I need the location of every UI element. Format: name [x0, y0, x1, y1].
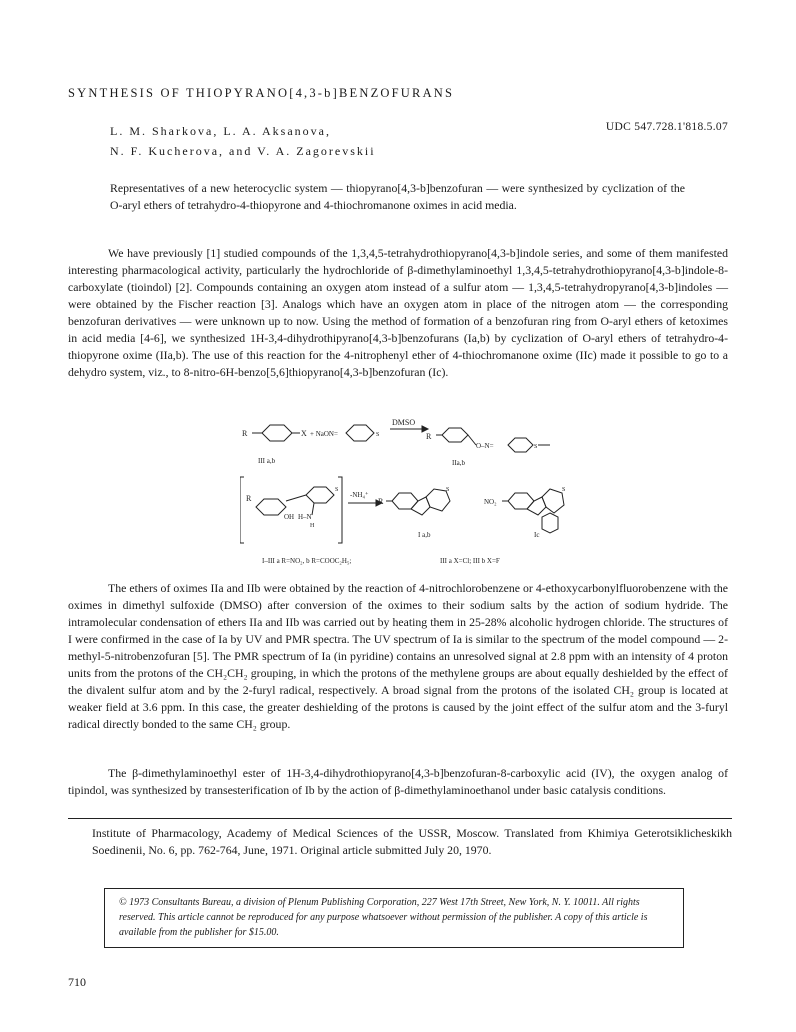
bond-line [468, 435, 476, 445]
compound-label-i: I a,b [418, 531, 431, 539]
compound-label-iii: III a,b [258, 457, 276, 465]
scheme-caption-halides: III a X=Cl; III b X=F [440, 557, 500, 565]
bond-line [286, 495, 306, 501]
substituent-r: R [246, 494, 252, 503]
authors-line-2: N. F. Kucherova, and V. A. Zagorevskii [110, 144, 376, 158]
bracket-left [240, 477, 244, 543]
nitro-group-label: NO₂ [484, 498, 497, 506]
sulfur-label: S [335, 487, 339, 493]
bond-line [312, 503, 314, 515]
reaction-scheme-drawing [240, 415, 570, 570]
sulfur-label: S [446, 487, 450, 493]
reaction-scheme [240, 415, 570, 575]
sulfur-label: S [534, 444, 538, 450]
benzene-ring [256, 499, 286, 515]
body-paragraph-2: The ethers of oximes IIa and IIb were obtained by the reaction of 4-nitrochlorobenzene or 4-ethoxycarbonylfluorobenzene with the oximes in dimethyl sulfoxide (DMSO) after conversion of the oximes to their sodium salts by the action of sodium hydride. The intramolecular condensation of ethers IIa and IIb was carried out by heating them in 25-28% alcoholic hydrogen chloride. The structures of I were confirmed in the case of Ia by UV and PMR spectra. The UV spectrum of Ia is similar to the spectrum of the model compound — 2-methyl-5-nitrobenzofuran [5]. The PMR spectrum of Ia (in pyridine) contains an unresolved signal at 2.8 ppm with an intensity of 4 proton units from the protons of the CH₂CH₂ grouping, in which the protons of the methylene groups are about equally deshielded by the effect of the divalent sulfur atom and by the 2-furyl radical, respectively. A broad signal from the protons of the isolated CH₂ group is located at weaker field at 3.6 ppm. In this case, the greater deshielding of the protons is caused by the joint effect of the sulfur atom and the 3-furyl radical directly bonded to the same CH₂ group. [68, 581, 728, 731]
substituent-r: R [426, 432, 432, 441]
abstract: Representatives of a new heterocyclic system — thiopyrano[4,3-b]benzofuran — were synthesized by cyclization of the O-aryl ethers of tetrahydro-4-thiopyrone and 4-thiochromanone oximes in acid media. [110, 181, 685, 212]
substituent-r: R [378, 497, 384, 506]
benzene-ring [542, 513, 558, 533]
sulfur-label: S [376, 432, 380, 438]
amine-label: H–N [298, 513, 312, 521]
reagent-dmso: DMSO [392, 418, 416, 427]
benzene-ring [392, 493, 418, 509]
page-number: 710 [68, 975, 86, 989]
oxime-ether-label: O–N= [476, 442, 494, 450]
authors-line-1: L. M. Sharkova, L. A. Aksanova, [110, 124, 331, 138]
sulfur-label: S [562, 487, 566, 493]
benzene-ring [508, 493, 534, 509]
benzene-ring [442, 428, 468, 442]
sodium-oximate-label: + NaON= [310, 430, 338, 438]
thiopyran-ring [508, 438, 533, 452]
ammonia-loss-label: -NH₄⁺ [350, 491, 369, 499]
copyright-notice: © 1973 Consultants Bureau, a division of Plenum Publishing Corporation, 227 West 17th Street, New York, N. Y. 10011. All rights reserved. This article cannot be reproduced for any purpose whatsoever without permission of the publisher. A copy of this article is available from the publisher for $15.00. [119, 897, 648, 938]
thiopyran-ring [306, 487, 334, 503]
hydrogen-label: H [310, 523, 315, 529]
bracket-right [338, 477, 342, 543]
body-paragraph-3: The β-dimethylaminoethyl ester of 1H-3,4-dihydrothiopyrano[4,3-b]benzofuran-8-carboxylic acid (IV), the oxygen analog of tipindol, was synthesized by transesterification of Ib by the action of β-dimethylaminoethanol under basic catalysis conditions. [68, 766, 728, 797]
udc-code: UDC 547.728.1'818.5.07 [605, 121, 728, 133]
substituent-x: X [301, 429, 307, 438]
scheme-caption-substituents: I–III a R=NO₂, b R=COOC₂H₅; [262, 557, 352, 565]
substituent-r: R [242, 429, 248, 438]
affiliation-note: Institute of Pharmacology, Academy of Medical Sciences of the USSR, Moscow. Translated from Khimiya Geterotsiklicheskikh Soedinenii, No. 6, pp. 762-764, June, 1971. Original article submitted July 20, 1970. [92, 826, 732, 857]
thiopyran-ring [542, 489, 564, 513]
footnote-divider [68, 818, 732, 819]
compound-label-ii: IIa,b [452, 459, 466, 467]
benzene-ring [262, 425, 292, 441]
body-paragraph-1: We have previously [1] studied compounds of the 1,3,4,5-tetrahydrothiopyrano[4,3-b]indole series, and some of them manifested interesting pharmacological activity, particularly the hydrochloride of β-dimethylaminoethyl 1,3,4,5-tetrahydrothiopyrano[4,3-b]indole-8-carboxylate (tioindol) [2]. Compounds containing an oxygen atom instead of a sulfur atom — 1,3,4,5-tetrahydropyrano[4,3-b]indoles — were obtained by the Fischer reaction [3]. Analogs which have an oxygen atom in place of the nitrogen atom — the corresponding benzofuran derivatives — were unknown up to now. Using the method of formation of a benzofuran ring from O-aryl ethers of ketoximes in acid media [4-6], we synthesized 1H-3,4-dihydrothipyrano[4,3-b]benzofurans (Ia,b) by cyclization of O-aryl ethers of tetrahydro-4-thiopyrone oxime (IIa,b). The use of this reaction for the 4-nitrophenyl ether of 4-thiochromanone oxime (IIc) made it possible to go to a dehydro system, viz., to 8-nitro-6H-benzo[5,6]thiopyrano[4,3-b]benzofuran (Ic). [68, 246, 728, 379]
copyright-box [104, 888, 684, 948]
compound-label-ic: Ic [534, 531, 540, 539]
hydroxyl-label: OH [284, 513, 295, 521]
thiopyran-ring [346, 425, 374, 441]
article-title: SYNTHESIS OF THIOPYRANO[4,3-b]BENZOFURANS [68, 86, 455, 100]
author-list [110, 121, 376, 161]
